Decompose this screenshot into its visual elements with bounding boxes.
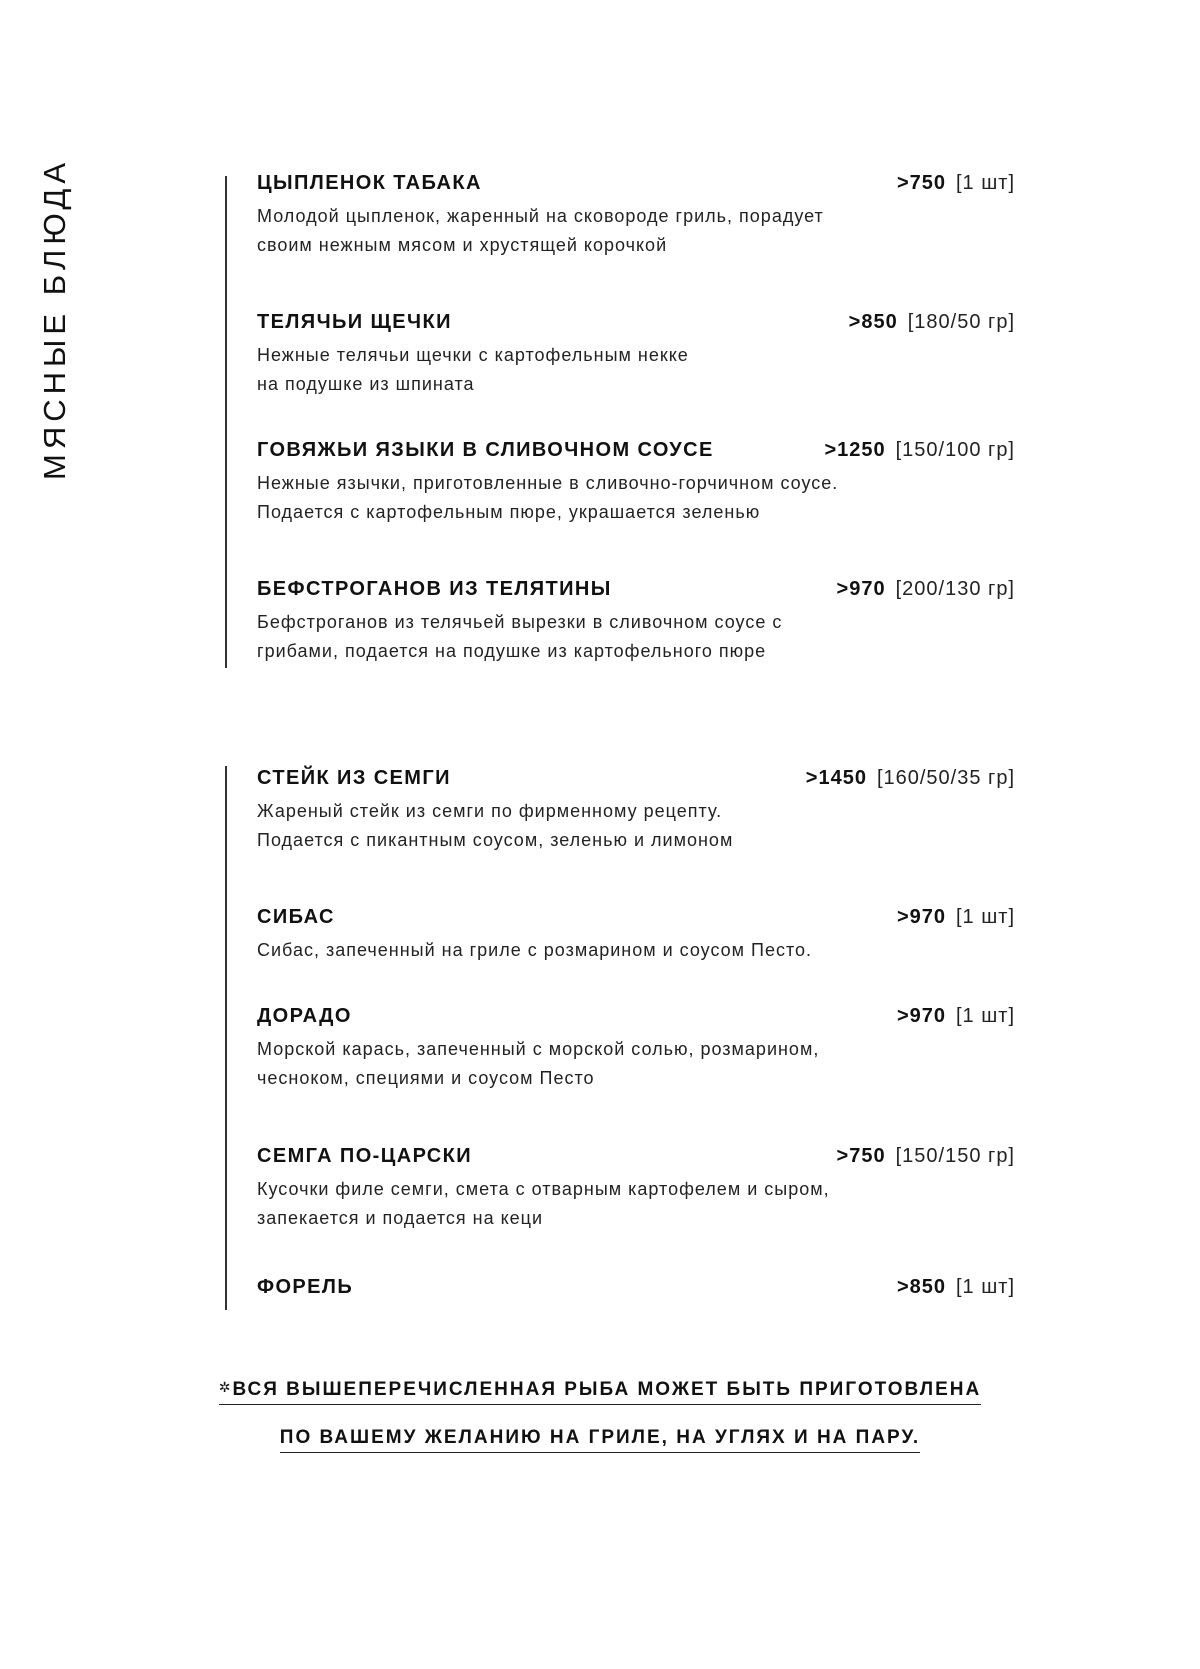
menu-item: [257, 1276, 1015, 1302]
section-divider-meat: [225, 176, 227, 668]
item-weight: [150/150 гр]: [895, 1145, 1015, 1167]
footnote-text: ПО ВАШЕМУ ЖЕЛАНИЮ НА ГРИЛЕ, НА УГЛЯХ И НА ПАРУ.: [280, 1427, 920, 1453]
asterisk-icon: ✲: [218, 1379, 233, 1395]
item-weight: [1 шт]: [956, 1276, 1015, 1298]
item-weight: [180/50 гр]: [907, 311, 1015, 333]
item-description: [257, 1035, 1015, 1093]
item-description: [257, 202, 1015, 260]
item-description-line: Нежные телячьи щечки с картофельным некке: [257, 345, 689, 365]
footnote-text-line-1: ВСЯ ВЫШЕПЕРЕЧИСЛЕННАЯ РЫБА МОЖЕТ БЫТЬ ПРИГОТОВЛЕНА: [232, 1379, 982, 1400]
item-description: [257, 1175, 1015, 1233]
item-name: СТЕЙК ИЗ СЕМГИ: [257, 767, 451, 789]
item-description-line: чесноком, специями и соусом Песто: [257, 1068, 595, 1088]
item-weight: [160/50/35 гр]: [876, 767, 1015, 789]
item-description-line: Морской карась, запеченный с морской солью, розмарином,: [257, 1039, 820, 1059]
item-price: >750: [896, 172, 946, 194]
item-description: [257, 469, 1015, 527]
menu-item: [257, 906, 1015, 965]
item-description-line: Нежные язычки, приготовленные в сливочно-горчичном соусе.: [257, 473, 839, 493]
item-name: СИБАС: [257, 906, 335, 928]
item-name: БЕФСТРОГАНОВ ИЗ ТЕЛЯТИНЫ: [257, 578, 612, 600]
item-description-line: грибами, подается на подушке из картофельного пюре: [257, 641, 767, 661]
item-description-line: на подушке из шпината: [257, 374, 475, 394]
item-name: ФОРЕЛЬ: [257, 1276, 354, 1298]
section-divider-fish: [225, 766, 227, 1310]
item-price: >850: [848, 311, 898, 333]
item-weight: [1 шт]: [956, 172, 1015, 194]
menu-item: [257, 1145, 1015, 1233]
item-name: ДОРАДО: [257, 1005, 352, 1027]
section-title-meat: МЯСНЫЕ БЛЮДА: [36, 157, 72, 480]
menu-item: [257, 578, 1015, 666]
item-weight: [1 шт]: [956, 906, 1015, 928]
item-description-line: своим нежным мясом и хрустящей корочкой: [257, 235, 668, 255]
footnote-line-1: [0, 1379, 1200, 1405]
item-description-line: запекается и подается на кеци: [257, 1208, 544, 1228]
item-description-line: Молодой цыпленок, жаренный на сковороде гриль, порадует: [257, 206, 824, 226]
item-price: >750: [836, 1145, 886, 1167]
footnote-text: [219, 1379, 982, 1405]
menu-item: [257, 172, 1015, 260]
menu-item: [257, 767, 1015, 855]
item-description-line: Жареный стейк из семги по фирменному рецепту.: [257, 801, 723, 821]
menu-item: [257, 311, 1015, 399]
item-price: >970: [896, 906, 946, 928]
item-price: >970: [836, 578, 886, 600]
item-description-line: Подается с пикантным соусом, зеленью и лимоном: [257, 830, 734, 850]
menu-item: [257, 439, 1015, 527]
item-description-line: Кусочки филе семги, смета с отварным картофелем и сыром,: [257, 1179, 830, 1199]
menu-item: [257, 1005, 1015, 1093]
item-price: >1250: [824, 439, 886, 461]
item-description: [257, 797, 1015, 855]
item-price: >850: [896, 1276, 946, 1298]
item-name: СЕМГА ПО-ЦАРСКИ: [257, 1145, 473, 1167]
item-description-line: Бефстроганов из телячьей вырезки в сливочном соусе с: [257, 612, 783, 632]
item-name: ЦЫПЛЕНОК ТАБАКА: [257, 172, 482, 194]
item-description-line: Подается с картофельным пюре, украшается зеленью: [257, 502, 761, 522]
item-description: [257, 608, 1015, 666]
item-name: ТЕЛЯЧЬИ ЩЕЧКИ: [257, 311, 452, 333]
footnote-line-2: [0, 1427, 1200, 1453]
item-weight: [200/130 гр]: [895, 578, 1015, 600]
item-description-line: Сибас, запеченный на гриле с розмарином и соусом Песто.: [257, 940, 813, 960]
item-weight: [1 шт]: [956, 1005, 1015, 1027]
item-price: >1450: [805, 767, 867, 789]
item-description: [257, 341, 1015, 399]
item-name: ГОВЯЖЬИ ЯЗЫКИ В СЛИВОЧНОМ СОУСЕ: [257, 439, 714, 461]
item-description: [257, 936, 1015, 965]
item-weight: [150/100 гр]: [895, 439, 1015, 461]
item-price: >970: [896, 1005, 946, 1027]
